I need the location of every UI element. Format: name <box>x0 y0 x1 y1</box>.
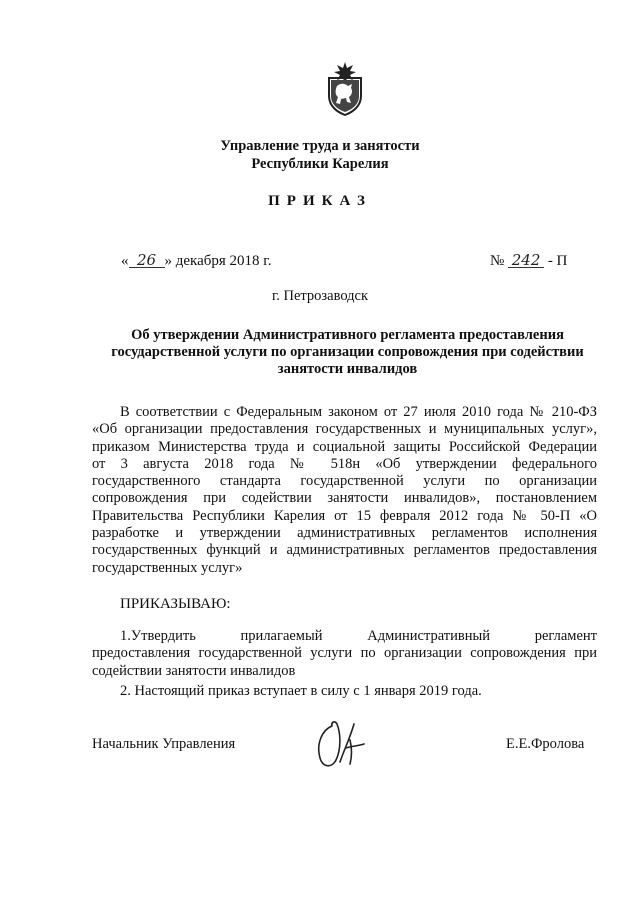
preamble-paragraph <box>92 404 597 577</box>
preamble-line: разработке и утверждении административных регламентов исполнения <box>92 525 597 542</box>
preamble-line: приказом Министерства труда и социальной защиты Российской Федерации <box>92 438 597 455</box>
preamble-line: Правительства Республики Карелия от 15 февраля 2012 года № 50-П «О <box>92 507 597 524</box>
number-prefix: № <box>490 253 505 269</box>
signatory-name: Е.Е.Фролова <box>506 736 585 752</box>
item1-line: предоставления государственной услуги по организации сопровождения при <box>92 645 597 662</box>
order-item-2: 2. Настоящий приказ вступает в силу с 1 января 2019 года. <box>120 683 482 699</box>
handwritten-day: 26 <box>129 253 165 268</box>
organization-name-line-1: Управление труда и занятости <box>220 138 420 154</box>
order-title <box>90 327 605 378</box>
order-date <box>121 253 272 270</box>
organization-name-line-2: Республики Карелия <box>251 156 389 172</box>
preamble-line: государственных функций и административных регламентов предоставления <box>92 542 597 559</box>
date-open-quote: « <box>121 253 129 269</box>
item1-line: 1.Утвердить прилагаемый Административный регламент <box>120 628 597 644</box>
order-word: ПРИКАЗЫВАЮ: <box>120 596 231 612</box>
handwritten-number: 242 <box>508 253 544 268</box>
order-number <box>490 253 567 270</box>
date-rest: » декабря 2018 г. <box>164 253 272 269</box>
preamble-line: государственных услуг» <box>92 559 243 576</box>
order-item-1 <box>92 628 597 680</box>
preamble-line: сопровождения при содействии занятости инвалидов», постановлением <box>92 490 597 507</box>
document-type-heading: ПРИКАЗ <box>268 193 372 209</box>
signatory-position: Начальник Управления <box>92 736 236 752</box>
city-line: г. Петрозаводск <box>271 288 369 304</box>
item1-line: содействии занятости инвалидов <box>92 662 296 679</box>
preamble-line: государственного стандарта государственной услуги по организации <box>92 473 597 490</box>
title-line: занятости инвалидов <box>277 361 418 377</box>
preamble-line: В соответствии с Федеральным законом от 27 июля 2010 года № 210-ФЗ <box>120 404 597 420</box>
number-suffix: - П <box>547 253 568 269</box>
preamble-line: от 3 августа 2018 года № 518н «Об утверждении федерального <box>92 455 597 472</box>
handwritten-signature-icon <box>310 718 370 774</box>
title-line: государственной услуги по организации сопровождения при содействии <box>111 344 584 360</box>
preamble-line: «Об организации предоставления государственных и муниципальных услуг», <box>92 421 597 438</box>
karelia-coat-of-arms-icon <box>324 60 366 116</box>
title-line: Об утверждении Административного регламента предоставления <box>131 327 564 343</box>
